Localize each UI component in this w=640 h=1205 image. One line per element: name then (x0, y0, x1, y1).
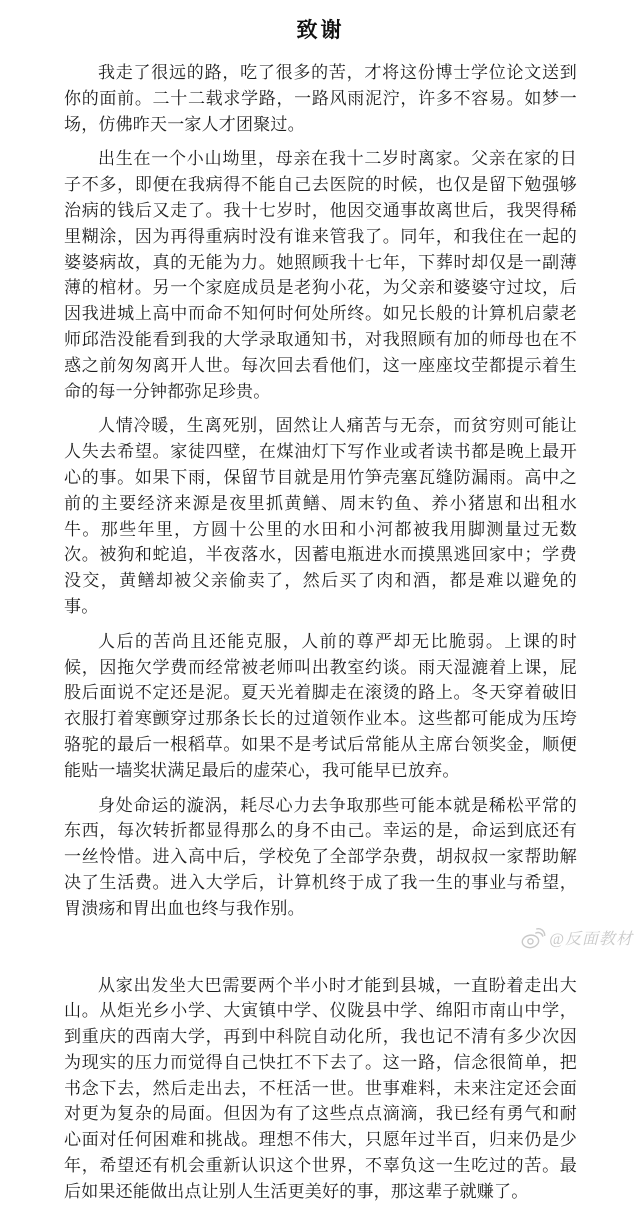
paragraph: 出生在一个小山坳里，母亲在我十二岁时离家。父亲在家的日子不多，即便在我病得不能自己去医院的时候，也仅是留下勉强够治病的钱后又走了。我十七岁时，他因交通事故离世后，我哭得稀里糊涂，因为再得重病时没有谁来管我了。同年，和我住在一起的婆婆病故，真的无能为力。她照顾我十七年，下葬时却仅是一副薄薄的棺材。另一个家庭成员是老狗小花，为父亲和婆婆守过坟，后因我进城上高中而命不知何时何处所终。如兄长般的计算机启蒙老师邱浩没能看到我的大学录取通知书，对我照顾有加的师母也在不惑之前匆匆离开人世。每次回去看他们，这一座座坟茔都提示着生命的每一分钟都弥足珍贵。 (64, 149, 577, 401)
paragraph: 人情冷暖，生离死别，固然让人痛苦与无奈，而贫穷则可能让人失去希望。家徒四壁，在煤油灯下写作业或者读书都是晚上最开心的事。如果下雨，保留节目就是用竹笋壳塞瓦缝防漏雨。高中之前的主要经济来源是夜里抓黄鳝、周末钓鱼、养小猪崽和出租水牛。那些年里，方圆十公里的水田和小河都被我用脚测量过无数次。被狗和蛇追，半夜落水，因蓄电瓶进水而摸黑逃回家中；学费没交，黄鳝却被父亲偷卖了，然后买了肉和酒，都是难以避免的事。 (64, 416, 577, 616)
weibo-icon (519, 925, 548, 950)
section-gap (64, 931, 577, 973)
watermark-handle: @反面教材 (549, 931, 633, 948)
paragraph: 从家出发坐大巴需要两个半小时才能到县城，一直盼着走出大山。从炬光乡小学、大寅镇中学、仪陇县中学、绵阳市南山中学，到重庆的西南大学，再到中科院自动化所，我也记不清有多少次因为现实的压力而觉得自己快扛不下去了。这一路，信念很简单，把书念下去，然后走出去，不枉活一世。世事难料，未来注定还会面对更为复杂的局面。但因为有了这些点点滴滴，我已经有勇气和耐心面对任何困难和挑战。理想不伟大，只愿年过半百，归来仍是少年，希望还有机会重新认识这个世界，不辜负这一生吃过的苦。最后如果还能做出点让别人生活更美好的事，那这辈子就赚了。 (64, 975, 577, 1201)
paragraph: 身处命运的漩涡，耗尽心力去争取那些可能本就是稀松平常的东西，每次转折都显得那么的身不由己。幸运的是，命运到底还有一丝怜惜。进入高中后，学校免了全部学杂费，胡叔叔一家帮助解决了生活费。进入大学后，计算机终于成了我一生的事业与希望，胃溃疡和胃出血也终与我作别。 (64, 795, 577, 918)
watermark (520, 926, 633, 949)
paragraph: 人后的苦尚且还能克服，人前的尊严却无比脆弱。上课的时候，因拖欠学费而经常被老师叫出教室约谈。雨天湿漉着上课，屁股后面说不定还是泥。夏天光着脚走在滚烫的路上。冬天穿着破旧衣服打着寒颤穿过那条长长的过道领作业本。这些都可能成为压垮骆驼的最后一根稻草。如果不是考试后常能从主席台领奖金，顺便能贴一墙奖状满足最后的虚荣心，我可能早已放弃。 (64, 631, 577, 780)
page-title: 致谢 (296, 18, 345, 42)
paragraph: 我走了很远的路，吃了很多的苦，才将这份博士学位论文送到你的面前。二十二载求学路，一路风雨泥泞，许多不容易。如梦一场，仿佛昨天一家人才团聚过。 (64, 63, 577, 134)
